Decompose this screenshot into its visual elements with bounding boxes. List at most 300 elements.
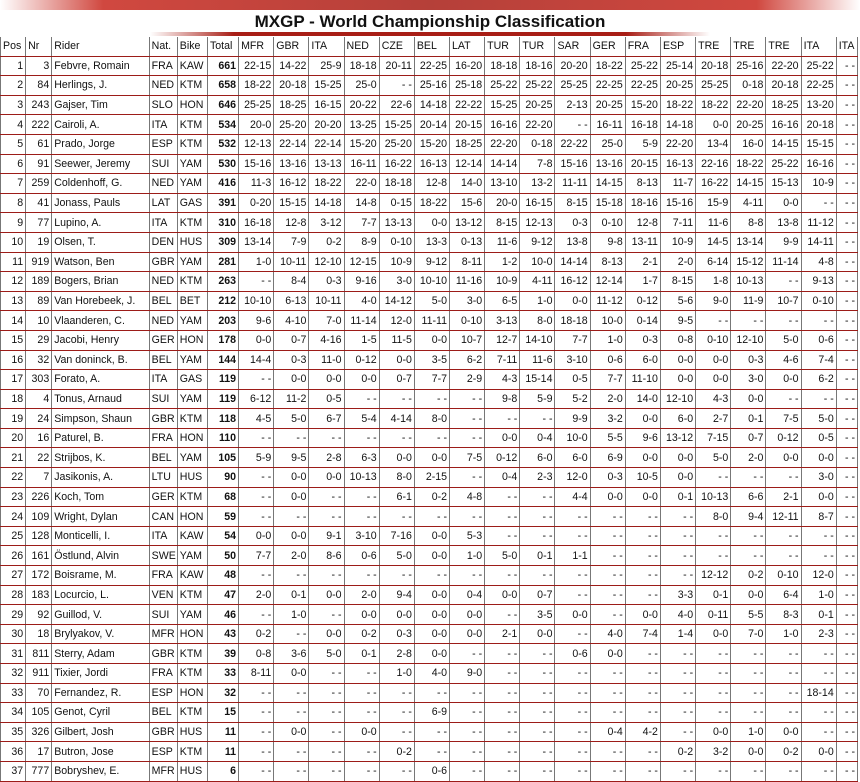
table-cell: 13-14 xyxy=(239,232,274,252)
table-cell: 10 xyxy=(26,311,52,331)
table-cell: 18-16 xyxy=(625,193,660,213)
table-cell: - - xyxy=(836,546,857,566)
table-cell: - - xyxy=(274,566,309,586)
table-cell: 9-0 xyxy=(696,291,731,311)
table-cell: 1-7 xyxy=(625,272,660,292)
table-cell: - - xyxy=(239,370,274,390)
table-cell: - - xyxy=(485,683,520,703)
table-cell: 203 xyxy=(207,311,238,331)
table-row xyxy=(1,272,858,292)
table-row xyxy=(1,683,858,703)
table-cell: - - xyxy=(836,605,857,625)
table-cell: 14-14 xyxy=(485,154,520,174)
table-cell: 25-0 xyxy=(590,134,625,154)
table-cell: Locurcio, L. xyxy=(52,585,149,605)
table-cell: - - xyxy=(379,761,414,781)
table-cell: - - xyxy=(836,624,857,644)
table-cell: 17 xyxy=(26,742,52,762)
table-cell: 13-2 xyxy=(520,174,555,194)
table-cell: GAS xyxy=(177,370,207,390)
table-cell: 11-7 xyxy=(660,174,695,194)
table-cell: Simpson, Shaun xyxy=(52,409,149,429)
table-cell: - - xyxy=(239,566,274,586)
table-cell: YAM xyxy=(177,252,207,272)
table-cell: 0-0 xyxy=(520,624,555,644)
table-cell: 12-12 xyxy=(696,566,731,586)
table-cell: 11 xyxy=(1,252,26,272)
table-cell: - - xyxy=(309,761,344,781)
table-cell: - - xyxy=(766,644,801,664)
table-cell: - - xyxy=(696,546,731,566)
table-cell: 10-10 xyxy=(239,291,274,311)
table-cell: - - xyxy=(485,761,520,781)
table-cell: GBR xyxy=(149,644,177,664)
table-cell: 0-8 xyxy=(239,644,274,664)
table-cell: 10-13 xyxy=(731,272,766,292)
table-cell: - - xyxy=(801,644,836,664)
table-cell: 6-4 xyxy=(766,585,801,605)
table-cell: - - xyxy=(766,703,801,723)
table-cell: Paturel, B. xyxy=(52,428,149,448)
table-cell: - - xyxy=(309,742,344,762)
column-header: TRE xyxy=(766,37,801,56)
table-row xyxy=(1,56,858,76)
table-cell: - - xyxy=(836,252,857,272)
table-cell: KTM xyxy=(177,409,207,429)
table-cell: 25-22 xyxy=(485,76,520,96)
table-cell: 8-6 xyxy=(309,546,344,566)
table-cell: 7-5 xyxy=(450,448,485,468)
table-cell: 91 xyxy=(26,154,52,174)
column-header: Nat. xyxy=(149,37,177,56)
table-cell: 18-25 xyxy=(450,134,485,154)
table-cell: DEN xyxy=(149,232,177,252)
table-cell: 0-0 xyxy=(696,722,731,742)
table-cell: 0-3 xyxy=(379,624,414,644)
table-cell: 7-9 xyxy=(274,232,309,252)
table-cell: 6-7 xyxy=(309,409,344,429)
table-cell: 8-3 xyxy=(766,605,801,625)
table-cell: - - xyxy=(836,761,857,781)
table-cell: 25 xyxy=(1,526,26,546)
table-cell: KAW xyxy=(177,56,207,76)
table-cell: - - xyxy=(309,664,344,684)
column-header: GBR xyxy=(274,37,309,56)
table-cell: - - xyxy=(520,761,555,781)
table-cell: Jonass, Pauls xyxy=(52,193,149,213)
table-row xyxy=(1,311,858,331)
table-cell: - - xyxy=(274,703,309,723)
table-cell: - - xyxy=(625,526,660,546)
table-cell: 7-7 xyxy=(590,370,625,390)
table-cell: 16-16 xyxy=(485,115,520,135)
table-cell: 310 xyxy=(207,213,238,233)
table-cell: 9 xyxy=(1,213,26,233)
table-cell: 30 xyxy=(1,624,26,644)
table-cell: 0-2 xyxy=(309,232,344,252)
table-cell: 17 xyxy=(1,370,26,390)
table-cell: 172 xyxy=(26,566,52,586)
table-cell: 16-16 xyxy=(801,154,836,174)
table-cell: - - xyxy=(344,742,379,762)
table-cell: 20-18 xyxy=(274,76,309,96)
table-cell: 0-0 xyxy=(731,742,766,762)
table-cell: 25-22 xyxy=(766,154,801,174)
table-cell: 13-4 xyxy=(696,134,731,154)
table-cell: Fernandez, R. xyxy=(52,683,149,703)
column-header: SAR xyxy=(555,37,590,56)
table-cell: 0-11 xyxy=(696,605,731,625)
table-cell: - - xyxy=(801,546,836,566)
table-cell: - - xyxy=(555,526,590,546)
table-cell: - - xyxy=(590,566,625,586)
table-cell: 0-4 xyxy=(485,468,520,488)
table-cell: 2-7 xyxy=(696,409,731,429)
table-cell: 4-14 xyxy=(379,409,414,429)
table-cell: 0-0 xyxy=(660,370,695,390)
table-cell: Olsen, T. xyxy=(52,232,149,252)
table-cell: - - xyxy=(450,389,485,409)
table-cell: 5 xyxy=(1,134,26,154)
table-cell: 0-10 xyxy=(801,291,836,311)
table-cell: 6-14 xyxy=(696,252,731,272)
table-cell: - - xyxy=(450,507,485,527)
table-cell: 6-0 xyxy=(555,448,590,468)
table-cell: - - xyxy=(555,566,590,586)
table-cell: - - xyxy=(239,703,274,723)
table-cell: 5-2 xyxy=(555,389,590,409)
table-cell: 11-6 xyxy=(696,213,731,233)
table-cell: - - xyxy=(555,624,590,644)
table-cell: 4-10 xyxy=(274,311,309,331)
table-cell: 35 xyxy=(1,722,26,742)
table-cell: 0-0 xyxy=(766,193,801,213)
table-cell: - - xyxy=(309,722,344,742)
table-cell: 20-0 xyxy=(239,115,274,135)
table-row xyxy=(1,409,858,429)
table-cell: 84 xyxy=(26,76,52,96)
table-cell: 22-14 xyxy=(274,134,309,154)
table-cell: 5-3 xyxy=(450,526,485,546)
table-cell: 0-6 xyxy=(414,761,449,781)
table-cell: Jasikonis, A. xyxy=(52,468,149,488)
classification-table xyxy=(0,37,858,782)
table-cell: 20-15 xyxy=(450,115,485,135)
table-cell: - - xyxy=(801,526,836,546)
table-cell: 0-3 xyxy=(555,213,590,233)
table-cell: 25-0 xyxy=(344,76,379,96)
table-cell: - - xyxy=(344,703,379,723)
table-cell: 18 xyxy=(1,389,26,409)
table-cell: KAW xyxy=(177,566,207,586)
table-cell: 15-25 xyxy=(485,95,520,115)
table-cell: 46 xyxy=(207,605,238,625)
table-row xyxy=(1,526,858,546)
table-cell: Bobryshev, E. xyxy=(52,761,149,781)
table-cell: 0-5 xyxy=(801,428,836,448)
table-cell: 0-0 xyxy=(309,370,344,390)
table-cell: 13-20 xyxy=(801,95,836,115)
table-cell: HON xyxy=(177,95,207,115)
table-cell: 24 xyxy=(26,409,52,429)
table-cell: 646 xyxy=(207,95,238,115)
table-cell: 0-0 xyxy=(766,448,801,468)
table-cell: - - xyxy=(414,428,449,448)
table-cell: 1-0 xyxy=(239,252,274,272)
table-cell: 92 xyxy=(26,605,52,625)
table-cell: - - xyxy=(309,428,344,448)
table-cell: 777 xyxy=(26,761,52,781)
table-cell: 0-7 xyxy=(520,585,555,605)
table-cell: 6 xyxy=(1,154,26,174)
table-cell: 14-12 xyxy=(379,291,414,311)
table-cell: 25-25 xyxy=(239,95,274,115)
table-cell: 59 xyxy=(207,507,238,527)
table-cell: - - xyxy=(309,507,344,527)
table-cell: - - xyxy=(239,272,274,292)
table-cell: Van doninck, B. xyxy=(52,350,149,370)
table-cell: - - xyxy=(766,468,801,488)
table-cell: 25-20 xyxy=(274,115,309,135)
table-cell: 9-4 xyxy=(731,507,766,527)
table-row xyxy=(1,115,858,135)
table-cell: - - xyxy=(625,703,660,723)
table-cell: 1 xyxy=(1,56,26,76)
table-cell: - - xyxy=(836,213,857,233)
table-cell: - - xyxy=(274,683,309,703)
table-cell: 20 xyxy=(1,428,26,448)
table-cell: 0-7 xyxy=(731,428,766,448)
column-header: ITA xyxy=(309,37,344,56)
table-cell: - - xyxy=(344,487,379,507)
table-cell: YAM xyxy=(177,311,207,331)
table-cell: - - xyxy=(590,761,625,781)
table-cell: 326 xyxy=(26,722,52,742)
table-cell: - - xyxy=(660,703,695,723)
table-cell: 22-16 xyxy=(696,154,731,174)
table-cell: - - xyxy=(696,526,731,546)
table-cell: - - xyxy=(414,722,449,742)
table-cell: HON xyxy=(177,507,207,527)
table-cell: 14-18 xyxy=(414,95,449,115)
table-cell: 15-13 xyxy=(766,174,801,194)
table-cell: 11-14 xyxy=(766,252,801,272)
table-cell: 0-1 xyxy=(274,585,309,605)
table-cell: YAM xyxy=(177,546,207,566)
table-cell: MFR xyxy=(149,624,177,644)
table-cell: - - xyxy=(274,742,309,762)
table-cell: 14-15 xyxy=(731,174,766,194)
column-header: GER xyxy=(590,37,625,56)
table-cell: - - xyxy=(836,585,857,605)
table-cell: - - xyxy=(801,389,836,409)
table-cell: 7-5 xyxy=(766,409,801,429)
table-cell: 8-0 xyxy=(520,311,555,331)
table-cell: 10-0 xyxy=(555,428,590,448)
table-cell: 12-0 xyxy=(801,566,836,586)
table-cell: 25-16 xyxy=(731,56,766,76)
table-cell: 18-25 xyxy=(274,95,309,115)
table-cell: - - xyxy=(485,526,520,546)
table-cell: ESP xyxy=(149,683,177,703)
table-cell: BEL xyxy=(149,703,177,723)
table-body xyxy=(1,56,858,781)
table-cell: 8-13 xyxy=(590,252,625,272)
table-cell: 9-6 xyxy=(625,428,660,448)
table-cell: 25-22 xyxy=(801,56,836,76)
table-row xyxy=(1,566,858,586)
column-header: MFR xyxy=(239,37,274,56)
table-cell: 303 xyxy=(26,370,52,390)
table-cell: - - xyxy=(555,722,590,742)
table-cell: 0-0 xyxy=(379,448,414,468)
table-cell: 3-5 xyxy=(414,350,449,370)
table-cell: - - xyxy=(836,174,857,194)
table-cell: 3-0 xyxy=(379,272,414,292)
table-cell: 6-12 xyxy=(239,389,274,409)
table-cell: 14-18 xyxy=(309,193,344,213)
table-cell: - - xyxy=(836,330,857,350)
table-cell: 1-1 xyxy=(555,546,590,566)
table-cell: 6-9 xyxy=(414,703,449,723)
table-cell: - - xyxy=(766,272,801,292)
table-cell: 0-0 xyxy=(590,644,625,664)
table-cell: - - xyxy=(485,664,520,684)
table-cell: - - xyxy=(485,722,520,742)
table-cell: 226 xyxy=(26,487,52,507)
table-cell: 1-8 xyxy=(696,272,731,292)
table-cell: Guillod, V. xyxy=(52,605,149,625)
table-cell: - - xyxy=(590,546,625,566)
table-cell: 11 xyxy=(207,742,238,762)
table-cell: 20-25 xyxy=(731,115,766,135)
table-cell: - - xyxy=(625,683,660,703)
table-cell: KTM xyxy=(177,742,207,762)
table-cell: 0-2 xyxy=(660,742,695,762)
table-cell: Sterry, Adam xyxy=(52,644,149,664)
table-cell: 18-18 xyxy=(555,311,590,331)
table-cell: 20-18 xyxy=(696,56,731,76)
table-cell: 12-10 xyxy=(660,389,695,409)
table-cell: 6-2 xyxy=(450,350,485,370)
table-cell: - - xyxy=(801,311,836,331)
table-cell: 391 xyxy=(207,193,238,213)
table-cell: - - xyxy=(555,742,590,762)
table-cell: 0-0 xyxy=(660,468,695,488)
table-cell: 0-10 xyxy=(379,232,414,252)
table-cell: - - xyxy=(801,664,836,684)
table-cell: 0-0 xyxy=(625,487,660,507)
table-cell: YAM xyxy=(177,389,207,409)
table-row xyxy=(1,546,858,566)
table-cell: 2-8 xyxy=(379,644,414,664)
table-cell: - - xyxy=(309,487,344,507)
table-cell: 12-8 xyxy=(274,213,309,233)
table-cell: 0-0 xyxy=(625,409,660,429)
table-cell: 16-12 xyxy=(274,174,309,194)
table-cell: 23 xyxy=(1,487,26,507)
table-cell: 7-0 xyxy=(309,311,344,331)
table-row xyxy=(1,213,858,233)
table-cell: - - xyxy=(836,409,857,429)
table-cell: Watson, Ben xyxy=(52,252,149,272)
table-cell: KAW xyxy=(177,526,207,546)
table-cell: - - xyxy=(555,585,590,605)
table-cell: 77 xyxy=(26,213,52,233)
table-cell: 0-3 xyxy=(731,350,766,370)
table-cell: 20-20 xyxy=(555,56,590,76)
table-cell: 2-0 xyxy=(731,448,766,468)
table-cell: 25-25 xyxy=(696,76,731,96)
table-cell: - - xyxy=(836,272,857,292)
table-cell: - - xyxy=(450,761,485,781)
table-cell: 0-2 xyxy=(379,742,414,762)
table-cell: 0-0 xyxy=(801,448,836,468)
table-cell: 15-18 xyxy=(590,193,625,213)
table-cell: 39 xyxy=(207,644,238,664)
table-cell: Vlaanderen, C. xyxy=(52,311,149,331)
table-cell: 34 xyxy=(1,703,26,723)
table-cell: 54 xyxy=(207,526,238,546)
table-cell: 22 xyxy=(1,468,26,488)
table-cell: 8-0 xyxy=(414,409,449,429)
table-cell: 0-0 xyxy=(696,350,731,370)
table-cell: SLO xyxy=(149,95,177,115)
table-cell: 8-0 xyxy=(379,468,414,488)
table-cell: 119 xyxy=(207,370,238,390)
table-cell: 14-15 xyxy=(590,174,625,194)
table-cell: 9-12 xyxy=(414,252,449,272)
table-cell: 11-14 xyxy=(344,311,379,331)
table-cell: - - xyxy=(555,703,590,723)
table-cell: HON xyxy=(177,330,207,350)
table-cell: 18-22 xyxy=(696,95,731,115)
table-cell: GBR xyxy=(149,722,177,742)
table-cell: - - xyxy=(555,683,590,703)
table-cell: 0-0 xyxy=(344,722,379,742)
table-cell: 22-20 xyxy=(766,56,801,76)
table-cell: 0-10 xyxy=(590,213,625,233)
column-header: LAT xyxy=(450,37,485,56)
table-cell: 2-0 xyxy=(660,252,695,272)
table-cell: 13-10 xyxy=(485,174,520,194)
table-cell: 12-10 xyxy=(309,252,344,272)
table-cell: 16-18 xyxy=(239,213,274,233)
table-cell: - - xyxy=(590,507,625,527)
table-cell: - - xyxy=(450,644,485,664)
table-cell: 22-25 xyxy=(590,76,625,96)
table-cell: 19 xyxy=(26,232,52,252)
table-cell: 3-10 xyxy=(344,526,379,546)
column-header: FRA xyxy=(625,37,660,56)
table-cell: 1-0 xyxy=(379,664,414,684)
table-cell: Gajser, Tim xyxy=(52,95,149,115)
table-cell: 1-0 xyxy=(590,330,625,350)
table-cell: - - xyxy=(660,761,695,781)
table-cell: - - xyxy=(731,468,766,488)
table-cell: 25-25 xyxy=(555,76,590,96)
table-cell: 15-15 xyxy=(801,134,836,154)
table-cell: 12-7 xyxy=(485,330,520,350)
table-cell: 3-5 xyxy=(520,605,555,625)
table-cell: 0-0 xyxy=(450,624,485,644)
table-cell: 8-0 xyxy=(696,507,731,527)
table-cell: 16-22 xyxy=(379,154,414,174)
table-cell: 22-22 xyxy=(450,95,485,115)
table-cell: 4-0 xyxy=(660,605,695,625)
table-cell: 0-6 xyxy=(555,644,590,664)
table-cell: Gilbert, Josh xyxy=(52,722,149,742)
